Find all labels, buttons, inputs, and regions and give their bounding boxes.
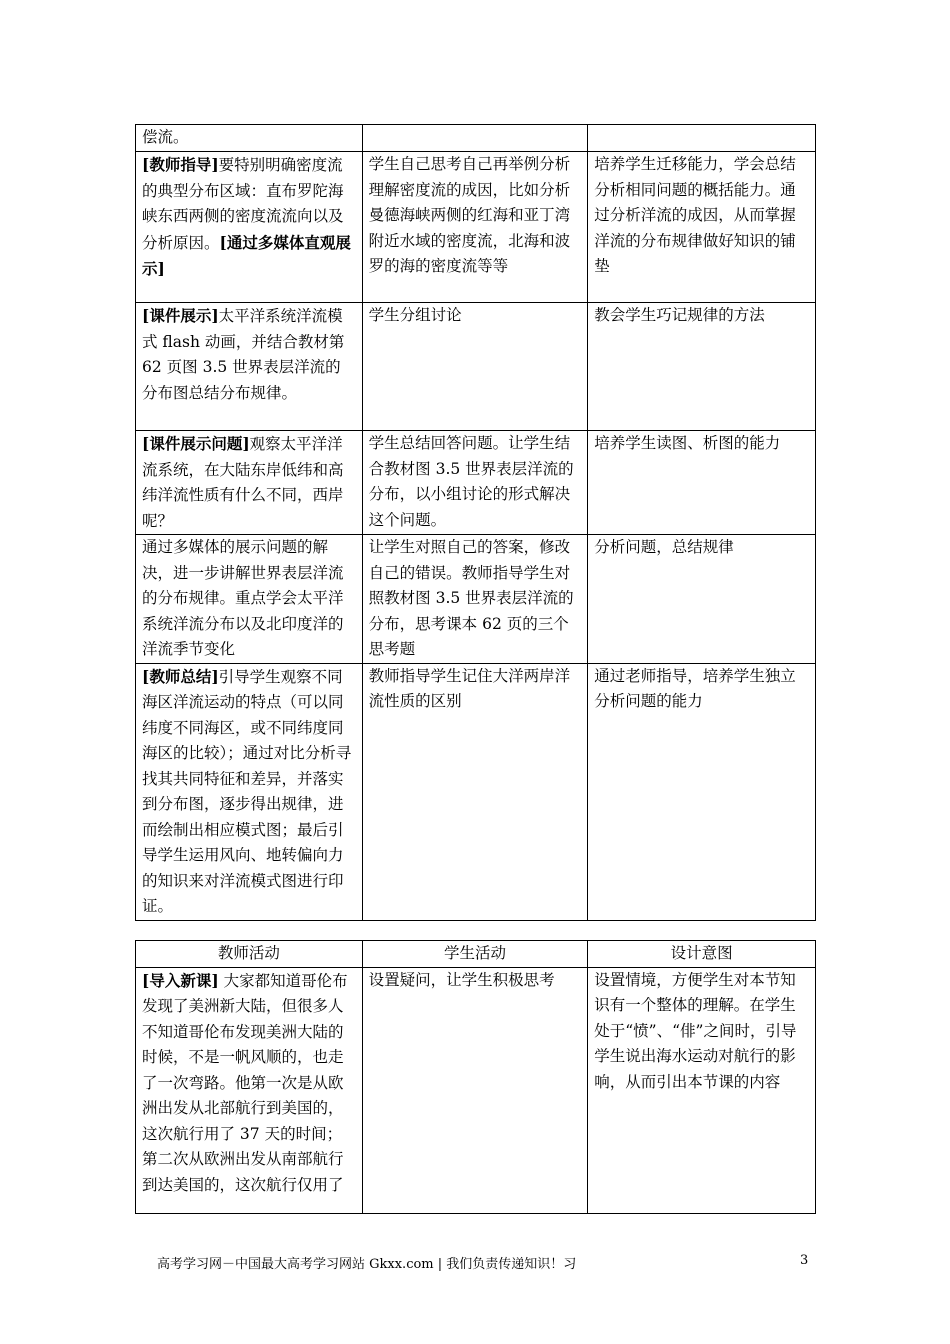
teacher-activity-cell: [导入新课] 大家都知道哥伦布发现了美洲新大陆，但很多人不知道哥伦布发现美洲大陆的时候，不是一帆风顺的，也走了一次弯路。他第一次是从欧洲出发从北部航行到美国的，这次航行用了 37 天的时间；第二次从欧洲出发从南部航行到达美国的，这次航行仅用了 <box>136 967 363 1213</box>
header-student-activity: 学生活动 <box>362 941 588 968</box>
teacher-activity-cell: [课件展示问题]观察太平洋洋流系统，在大陆东岸低纬和高纬洋流性质有什么不同，西岸呢？ <box>136 431 363 535</box>
teacher-activity-cell: [教师指导]要特别明确密度流的典型分布区域：直布罗陀海峡东西两侧的密度流流向以及分析原因。[通过多媒体直观展示] <box>136 152 363 303</box>
table-row <box>136 663 816 920</box>
student-activity-cell: 让学生对照自己的答案，修改自己的错误。教师指导学生对照教材图 3.5 世界表层洋流的分布，思考课本 62 页的三个思考题 <box>362 535 588 664</box>
page-number: 3 <box>800 1253 809 1268</box>
lesson-table-continued <box>135 124 816 921</box>
table-row <box>136 535 816 664</box>
design-intent-cell: 设置情境，方便学生对本节知识有一个整体的理解。在学生处于“愤”、“俳”之间时，引导学生说出海水运动对航行的影响，从而引出本节课的内容 <box>588 967 816 1213</box>
student-activity-cell: 教师指导学生记住大洋两岸洋流性质的区别 <box>362 663 588 920</box>
table-row <box>136 303 816 431</box>
student-activity-cell: 学生自己思考自己再举例分析理解密度流的成因，比如分析曼德海峡两侧的红海和亚丁湾附近水域的密度流，北海和波罗的海的密度流等等 <box>362 152 588 303</box>
teacher-activity-cell: 偿流。 <box>136 125 363 152</box>
design-intent-cell: 培养学生迁移能力，学会总结分析相同问题的概括能力。通过分析洋流的成因，从而掌握洋流的分布规律做好知识的铺垫 <box>588 152 816 303</box>
teacher-activity-cell: 通过多媒体的展示问题的解决，进一步讲解世界表层洋流的分布规律。重点学会太平洋系统洋流分布以及北印度洋的洋流季节变化 <box>136 535 363 664</box>
table-row <box>136 967 816 1213</box>
teacher-activity-cell: [教师总结]引导学生观察不同海区洋流运动的特点（可以同纬度不同海区，或不同纬度同海区的比较）；通过对比分析寻找其共同特征和差异，并落实到分布图，逐步得出规律，进而绘制出相应模式图；最后引导学生运用风向、地转偏向力的知识来对洋流模式图进行印证。 <box>136 663 363 920</box>
design-intent-cell: 通过老师指导，培养学生独立分析问题的能力 <box>588 663 816 920</box>
design-intent-cell <box>588 125 816 152</box>
design-intent-cell: 教会学生巧记规律的方法 <box>588 303 816 431</box>
student-activity-cell: 设置疑问，让学生积极思考 <box>362 967 588 1213</box>
design-intent-cell: 分析问题，总结规律 <box>588 535 816 664</box>
student-activity-cell: 学生分组讨论 <box>362 303 588 431</box>
student-activity-cell <box>362 125 588 152</box>
table-row <box>136 431 816 535</box>
table-row <box>136 125 816 152</box>
table-row <box>136 152 816 303</box>
teacher-activity-cell: [课件展示]太平洋系统洋流模式 flash 动画，并结合教材第 62 页图 3.5 世界表层洋流的分布图总结分布规律。 <box>136 303 363 431</box>
header-teacher-activity: 教师活动 <box>136 941 363 968</box>
lesson-table-intro <box>135 940 816 1214</box>
header-design-intent: 设计意图 <box>588 941 816 968</box>
design-intent-cell: 培养学生读图、析图的能力 <box>588 431 816 535</box>
table-header-row <box>136 941 816 968</box>
page-footer: 高考学习网－中国最大高考学习网站 Gkxx.com | 我们负责传递知识！习 <box>157 1257 577 1272</box>
student-activity-cell: 学生总结回答问题。让学生结合教材图 3.5 世界表层洋流的分布，以小组讨论的形式解决这个问题。 <box>362 431 588 535</box>
